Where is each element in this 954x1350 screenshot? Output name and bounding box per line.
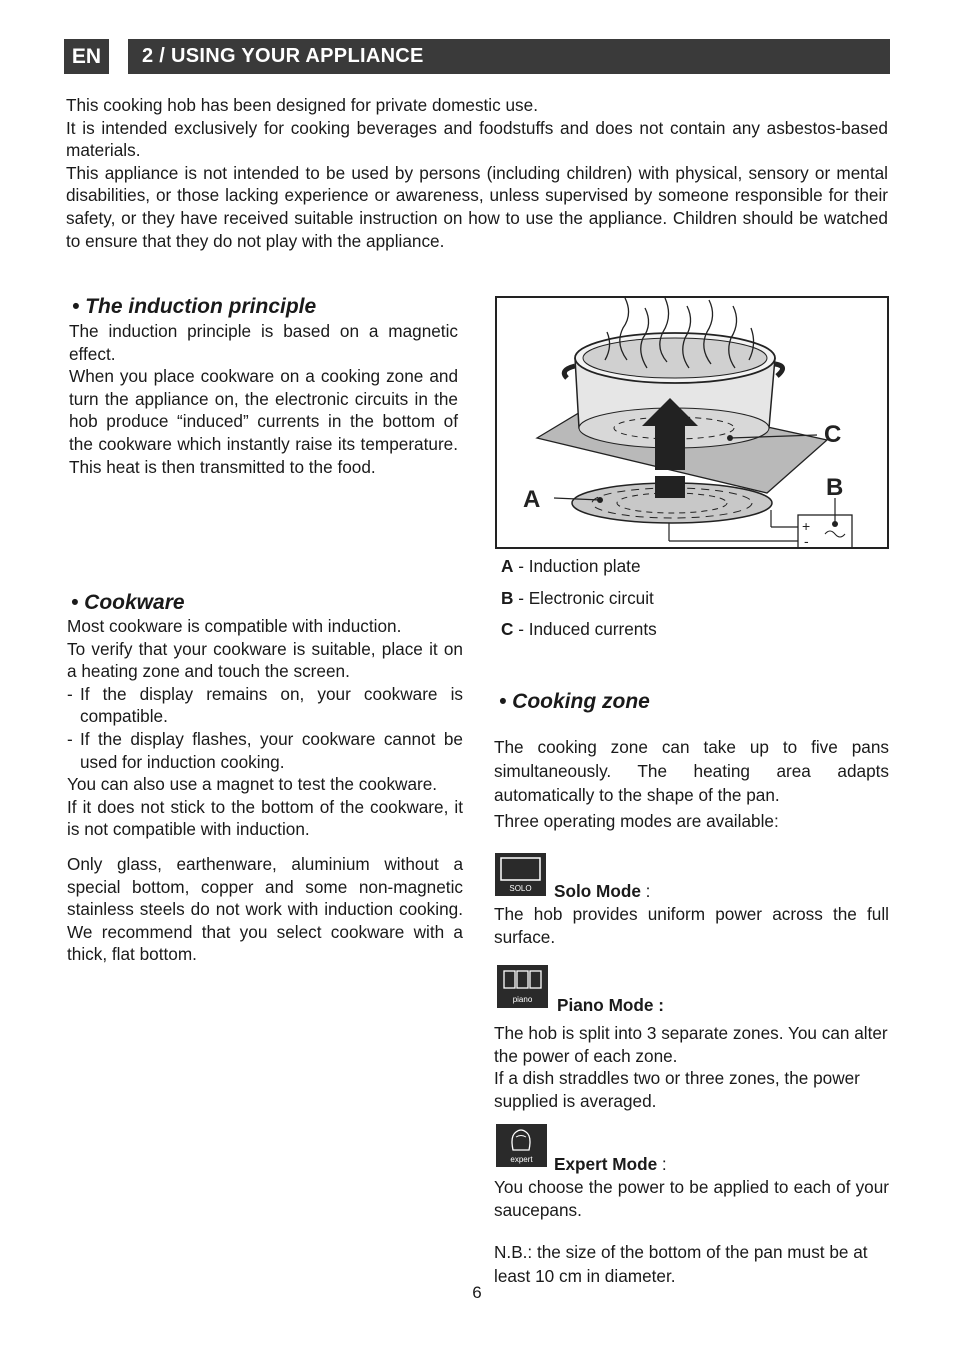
cookware-paragraph: If it does not stick to the bottom of the cookware, it is not compatible with induction. [67, 796, 463, 840]
legend-item [501, 587, 881, 619]
induction-heading: • The induction principle [72, 295, 317, 318]
piano-mode-title: Piano Mode : [557, 995, 664, 1015]
language-badge: EN [64, 39, 109, 74]
solo-mode-colon: : [640, 881, 651, 901]
diagram-minus: - [804, 533, 809, 547]
diagram-label-a: A [523, 486, 541, 513]
intro-paragraph: This appliance is not intended to be used by persons (including children) with physical, sensory or mental disabilities, or those lacking experience or awareness, unless supervised by someone responsible for their safety, or they have received suitable instruction on how to use the appliance. Children should be watched to ensure that they do not play with the appliance. [66, 162, 888, 251]
cooking-zone-paragraph: The cooking zone can take up to five pans simultaneously. The heating area adapts automatically to the shape of the pan. [494, 737, 889, 805]
cooking-zone-text [494, 735, 889, 833]
intro-section [66, 94, 888, 252]
cookware-paragraph: Most cookware is compatible with induction. [67, 616, 402, 636]
legend-letter: B [501, 587, 514, 608]
expert-mode-title [554, 1154, 667, 1175]
legend-letter: C [501, 619, 514, 639]
legend-text: - Induction plate [513, 556, 641, 576]
diagram-label-b: B [826, 474, 844, 501]
expert-mode-colon: : [657, 1154, 667, 1174]
intro-paragraph: It is intended exclusively for cooking beverages and foodstuffs and does not contain any asbestos-based materials. [66, 117, 888, 161]
cookware-text [67, 615, 463, 966]
piano-mode-description [494, 1022, 889, 1112]
expert-mode-label: Expert Mode [554, 1154, 658, 1174]
induction-diagram [495, 296, 889, 549]
piano-mode-paragraph: If a dish straddles two or three zones, the power supplied is averaged. [494, 1068, 860, 1111]
piano-icon-label: piano [512, 995, 533, 1004]
note-text: N.B.: the size of the bottom of the pan must be at least 10 cm in diameter. [494, 1242, 868, 1286]
legend-item [501, 618, 881, 650]
induction-paragraph: The induction principle is based on a magnetic effect. [69, 321, 458, 364]
diagram-legend [501, 555, 881, 650]
solo-mode-title [554, 881, 650, 902]
diagram-label-c: C [824, 421, 842, 448]
expert-icon-label: expert [510, 1155, 533, 1164]
solo-icon-label: SOLO [509, 884, 532, 893]
cooking-zone-paragraph: Three operating modes are available: [494, 811, 779, 831]
solo-mode-label: Solo Mode [554, 881, 641, 901]
cookware-paragraph: To verify that your cookware is suitable, place it on a heating zone and touch the screen. [67, 638, 463, 682]
induction-paragraph: When you place cookware on a cooking zone and turn the appliance on, the electronic circuits in the hob produce “induced” currents in the bottom of the cookware which instantly raise its temperature. This heat is then transmitted to the food. [69, 366, 458, 477]
induction-text [69, 320, 458, 478]
piano-mode-icon [497, 965, 548, 1008]
cookware-paragraph: Only glass, earthenware, aluminium without a special bottom, copper and some non-magnetic stainless steels do not work with induction cooking. We recommend that you select cookware with a thick, flat bottom. [67, 853, 463, 965]
diagram-plus: + [802, 518, 811, 534]
solo-mode-icon [495, 853, 546, 896]
cookware-paragraph: You can also use a magnet to test the cookware. [67, 774, 438, 795]
legend-letter: A [501, 556, 514, 576]
expert-mode-icon [496, 1124, 547, 1167]
legend-item [501, 555, 881, 587]
section-title: 2 / USING YOUR APPLIANCE [128, 39, 890, 74]
page-number: 6 [472, 1283, 482, 1302]
legend-text: - Electronic circuit [513, 587, 654, 608]
intro-paragraph: This cooking hob has been designed for private domestic use. [66, 95, 538, 115]
expert-mode-description: You choose the power to be applied to each of your saucepans. [494, 1177, 889, 1220]
cookware-dash-item: - If the display remains on, your cookware is compatible. [67, 683, 463, 728]
piano-mode-paragraph: The hob is split into 3 separate zones. You can alter the power of each zone. [494, 1023, 888, 1066]
solo-mode-description: The hob provides uniform power across the full surface. [494, 904, 889, 947]
cooking-zone-heading: • Cooking zone [499, 690, 650, 713]
cookware-heading: • Cookware [71, 591, 185, 614]
cookware-dash-item: - If the display flashes, your cookware cannot be used for induction cooking. [67, 728, 463, 773]
legend-text: - Induced currents [513, 619, 657, 639]
